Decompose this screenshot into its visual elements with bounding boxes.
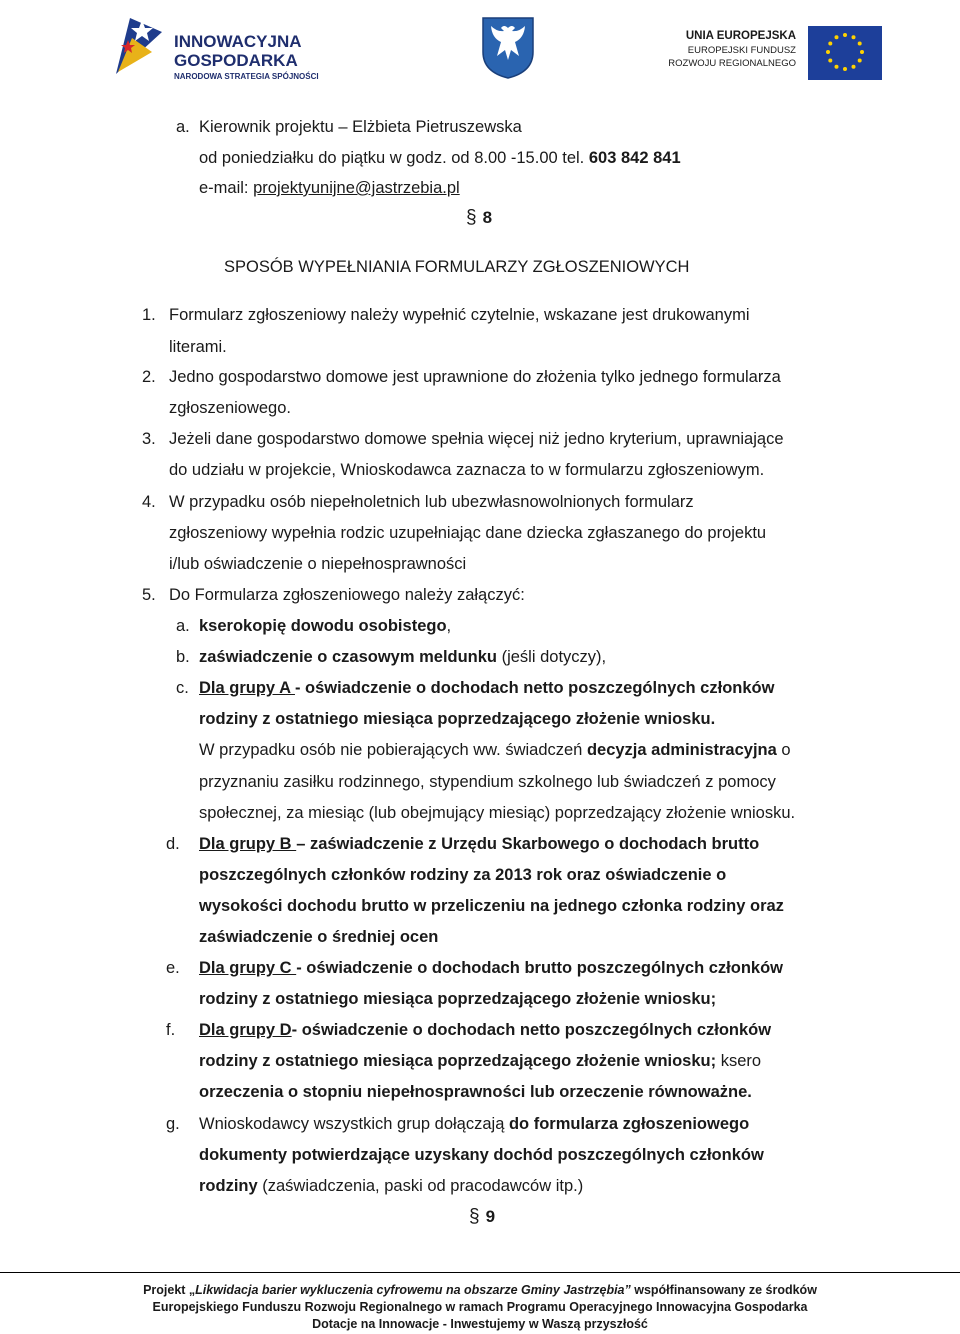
item-1-number: 1. [142,306,156,324]
star-swoosh-icon [112,12,168,80]
section-title: SPOSÓB WYPEŁNIANIA FORMULARZY ZGŁOSZENIOWYCH [224,258,690,276]
sub-c-letter: c. [176,679,189,697]
sub-g-l1a: Wnioskodawcy wszystkich grup dołączają [199,1115,509,1133]
item-2-line1: Jedno gospodarstwo domowe jest uprawnione do złożenia tylko jednego formularza [169,368,781,386]
eu-flag-icon [808,26,882,80]
sub-a-letter: a. [176,617,190,635]
item-4-line3: i/lub oświadczenie o niepełnosprawności [169,555,467,573]
sub-g-line3 [199,1176,583,1196]
sub-c-bold1: - oświadczenie o dochodach netto poszczególnych członków [294,679,775,697]
sub-f-letter: f. [166,1021,176,1039]
footer-line2: Europejskiego Funduszu Rozwoju Regionalnego w ramach Programu Operacyjnego Innowacyjna Gospodarka [152,1300,808,1314]
sub-b-bold: zaświadczenie o czasowym meldunku [199,648,498,666]
ue-line1: UNIA EUROPEJSKA [685,30,796,42]
sub-b-tail: (jeśli dotyczy), [497,648,607,666]
section-symbol: § [466,207,477,228]
section-8-marker [466,207,492,229]
sub-e-line2: rodziny z ostatniego miesiąca poprzedzającego złożenie wniosku; [199,990,717,1008]
sub-c-line4: przyznaniu zasiłku rodzinnego, stypendium szkolnego lub świadczeń z pomocy [199,773,776,791]
ue-efrr-logo [668,22,890,82]
sub-c-l3c: o [776,741,791,759]
logo-line1: INNOWACYJNA [174,32,302,51]
sub-d-bold1: – zaświadczenie z Urzędu Skarbowego o dochodach brutto [296,835,760,853]
contact-hours: od poniedziałku do piątku w godz. od 8.00 -15.00 tel. [199,149,589,167]
sub-e-line1 [199,958,783,978]
sub-d-group: Dla grupy B [199,835,297,853]
item-4-line2: zgłoszeniowy wypełnia rodzic uzupełniając dane dziecka zgłaszanego do projektu [169,524,767,542]
section-symbol: § [469,1206,480,1227]
item-3-number: 3. [142,430,156,448]
section-number: 9 [485,1207,496,1226]
sub-c-l3a: W przypadku osób nie pobierających ww. świadczeń [199,741,587,759]
section-9-marker [469,1206,495,1228]
sub-f-line3: orzeczenia o stopniu niepełnosprawności lub orzeczenie równoważne. [199,1083,752,1101]
eagle-crest-icon [481,16,535,80]
sub-d-line2: poszczególnych członków rodziny za 2013 rok oraz oświadczenie o [199,866,727,884]
sub-a-tail: , [446,617,452,635]
sub-d-line3: wysokości dochodu brutto w przeliczeniu na jednego członka rodziny oraz [199,897,784,915]
sub-e-bold1: - oświadczenie o dochodach brutto poszczególnych członków [296,959,783,977]
sub-g-line1 [199,1114,749,1134]
sub-b-text [199,647,606,667]
item-5-line1: Do Formularza zgłoszeniowego należy załączyć: [169,586,525,604]
logo-line3: NARODOWA STRATEGIA SPÓJNOŚCI [174,72,319,81]
item-1-line2: literami. [169,338,227,356]
contact-phone: 603 842 841 [588,149,681,167]
sub-c-group: Dla grupy A [199,679,295,697]
contact-email-link[interactable]: projektyunijne@jastrzebia.pl [253,179,460,197]
contact-line1: Kierownik projektu – Elżbieta Pietruszewska [199,118,522,136]
sub-g-l3a: rodziny [199,1177,258,1195]
contact-email-label: e-mail: [199,179,254,197]
sub-c-line2: rodziny z ostatniego miesiąca poprzedzającego złożenie wniosku. [199,710,716,728]
item-2-line2: zgłoszeniowego. [169,399,291,417]
sub-g-letter: g. [166,1115,180,1133]
logo-line2: GOSPODARKA [174,51,298,70]
sub-g-line2: dokumenty potwierdzające uzyskany dochód poszczególnych członków [199,1146,764,1164]
sub-g-l3b: (zaświadczenia, paski od pracodawców itp.) [257,1177,584,1195]
item-2-number: 2. [142,368,156,386]
contact-line2 [199,148,681,168]
item-3-line2: do udziału w projekcie, Wnioskodawca zaznacza to w formularzu zgłoszeniowym. [169,461,765,479]
contact-marker: a. [176,118,190,136]
sub-c-line3 [199,740,791,760]
contact-line3 [199,178,460,198]
sub-e-letter: e. [166,959,180,977]
sub-e-group: Dla grupy C [199,959,297,977]
footer-divider [0,1272,960,1273]
sub-f-line2 [199,1051,761,1071]
sub-a-text [199,616,451,636]
sub-f-group: Dla grupy D [199,1021,292,1039]
item-4-number: 4. [142,493,156,511]
footer-project-name: Likwidacja barier wykluczenia cyfrowemu na obszarze Gminy Jastrzębia” [195,1283,631,1297]
sub-a-bold: kserokopię dowodu osobistego [199,617,447,635]
footer-l1c: współfinansowany ze środków [630,1283,817,1297]
sub-f-line1 [199,1020,771,1040]
item-3-line1: Jeżeli dane gospodarstwo domowe spełnia więcej niż jedno kryterium, uprawniające [169,430,784,448]
innowacyjna-gospodarka-logo [112,12,332,82]
footer-l1a: Projekt „ [143,1283,196,1297]
sub-g-l1b: do formularza zgłoszeniowego [508,1115,750,1133]
ue-line3: ROZWOJU REGIONALNEGO [668,58,796,69]
item-4-line1: W przypadku osób niepełnoletnich lub ubezwłasnowolnionych formularz [169,493,694,511]
sub-c-line5: społecznej, za miesiąc (lub obejmujący miesiąc) poprzedzający złożenie wniosku. [199,804,796,822]
footer-line3: Dotacje na Innowacje - Inwestujemy w Waszą przyszłość [312,1317,648,1331]
section-number: 8 [482,208,493,227]
sub-c-l3b: decyzja administracyjna [586,741,777,759]
sub-c-line1 [199,678,774,698]
sub-d-line4: zaświadczenie o średniej ocen [199,928,439,946]
item-5-number: 5. [142,586,156,604]
sub-d-line1 [199,834,759,854]
sub-d-letter: d. [166,835,180,853]
sub-b-letter: b. [176,648,190,666]
item-1-line1: Formularz zgłoszeniowy należy wypełnić czytelnie, wskazane jest drukowanymi [169,306,750,324]
sub-f-bold2: rodziny z ostatniego miesiąca poprzedzającego złożenie wniosku; [199,1052,717,1070]
ue-line2: EUROPEJSKI FUNDUSZ [687,45,796,56]
sub-f-tail2: ksero [716,1052,762,1070]
sub-f-bold1: - oświadczenie o dochodach netto poszczególnych członków [291,1021,772,1039]
